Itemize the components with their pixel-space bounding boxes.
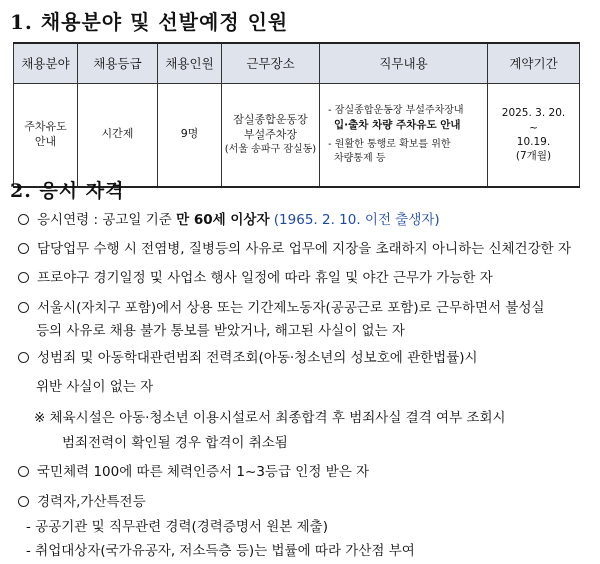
- section2-title: 2. 응시 자격: [10, 180, 125, 202]
- table-row: [14, 83, 580, 187]
- cell-field: 주차유도 안내: [14, 83, 78, 187]
- circle-bullet-icon: [18, 352, 29, 363]
- circle-bullet-icon: [18, 466, 29, 477]
- qualification-seoul: 서울시(자치구 포함)에서 상용 또는 기간제노동자(공공근로 포함)로 근무하면서 불성실: [18, 296, 545, 316]
- header-field: 채용분야: [14, 43, 78, 83]
- bonus-priority: - 취업대상자(국가유공자, 저소득층 등)는 법률에 따라 가산점 부여: [26, 543, 415, 559]
- circle-bullet-icon: [18, 496, 29, 507]
- section1-title: 1. 채용분야 및 선발예정 인원: [10, 10, 289, 34]
- qualification-crime-cont: 위반 사실이 없는 자: [36, 379, 154, 395]
- header-grade: 채용등급: [78, 43, 158, 83]
- table-header-row: [14, 43, 580, 83]
- circle-bullet-icon: [18, 302, 29, 313]
- qualification-bonus: 경력자,가산특전등: [18, 490, 146, 510]
- recruitment-table: [13, 42, 580, 188]
- header-period: 계약기간: [488, 43, 580, 83]
- qualification-schedule: 프로야구 경기일정 및 사업소 행사 일정에 따라 휴일 및 야간 근무가 가능한 자: [18, 266, 493, 286]
- crime-note: ※ 체육시설은 아동·청소년 이용시설로서 최종합격 후 범죄사실 결격 여부 조회시: [34, 410, 506, 426]
- circle-bullet-icon: [18, 214, 29, 225]
- crime-note-cont: 범죄전력이 확인될 경우 합격이 취소됨: [62, 435, 288, 451]
- cell-grade: 시간제: [78, 83, 158, 187]
- cell-duties: - 잠실종합운동장 부설주차장내 입·출차 차량 주차유도 안내 - 원활한 통행로 확보를 위한 차량통제 등: [320, 83, 488, 187]
- header-duties: 직무내용: [320, 43, 488, 83]
- qualification-health: 담당업무 수행 시 전염병, 질병등의 사유로 업무에 지장을 초래하지 아니하는 신체건강한 자: [18, 237, 571, 257]
- circle-bullet-icon: [18, 243, 29, 254]
- cell-count: 9명: [158, 83, 222, 187]
- qualification-fitness: 국민체력 100에 따른 체력인증서 1~3등급 인정 받은 자: [18, 460, 369, 480]
- circle-bullet-icon: [18, 272, 29, 283]
- header-count: 채용인원: [158, 43, 222, 83]
- bonus-career: - 공공기관 및 직무관련 경력(경력증명서 원본 제출): [26, 519, 328, 535]
- qualification-seoul-cont: 등의 사유로 채용 불가 통보를 받았거나, 해고된 사실이 없는 자: [36, 323, 405, 339]
- qualification-crime: 성범죄 및 아동학대관련범죄 전력조회(아동·청소년의 성보호에 관한법률)시: [18, 346, 478, 366]
- cell-place: 잠실종합운동장 부설주차장 (서울 송파구 잠실동): [222, 83, 320, 187]
- cell-period: 2025. 3. 20. ~ 10.19. (7개월): [488, 83, 580, 187]
- qualification-age: 응시연령 : 공고일 기준 만 60세 이상자 (1965. 2. 10. 이전 출생자): [18, 208, 440, 228]
- header-place: 근무장소: [222, 43, 320, 83]
